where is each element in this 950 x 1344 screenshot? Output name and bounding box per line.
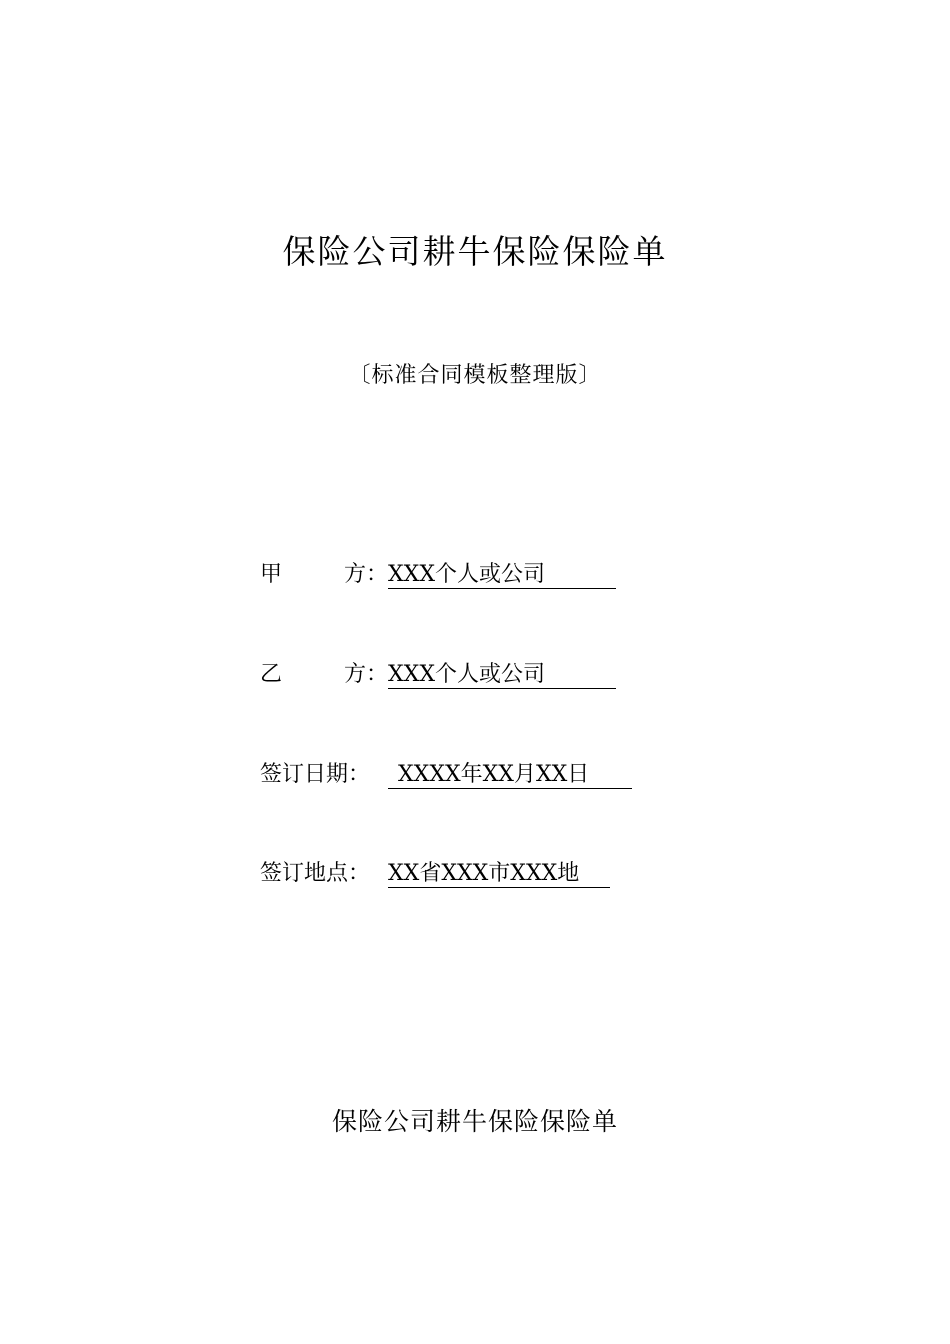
- document-title: 保险公司耕牛保险保险单: [282, 232, 668, 271]
- sign-place-field: [260, 858, 610, 890]
- party-b-field: [260, 659, 616, 691]
- footer-title: 保险公司耕牛保险保险单: [331, 1107, 618, 1136]
- sign-date-field: [260, 759, 632, 791]
- sign-place-label: 签订地点：: [260, 861, 371, 886]
- party-b-label: [260, 659, 388, 691]
- party-b-value: XXX个人或公司: [388, 662, 616, 689]
- party-a-label-last: 方：: [343, 562, 388, 587]
- party-a-label-first: 甲: [260, 562, 283, 587]
- party-a-field: [260, 559, 616, 591]
- sign-place-value: XX省XXX市XXX地: [388, 861, 610, 888]
- sign-date-label: 签订日期：: [260, 762, 371, 787]
- party-b-label-first: 乙: [260, 662, 283, 687]
- party-a-value: XXX个人或公司: [388, 562, 616, 589]
- document-subtitle: 〔标准合同模板整理版〕: [348, 363, 602, 388]
- sign-date-value: XXXX年XX月XX日: [388, 762, 632, 789]
- party-a-label: [260, 559, 388, 591]
- party-b-label-last: 方：: [343, 662, 388, 687]
